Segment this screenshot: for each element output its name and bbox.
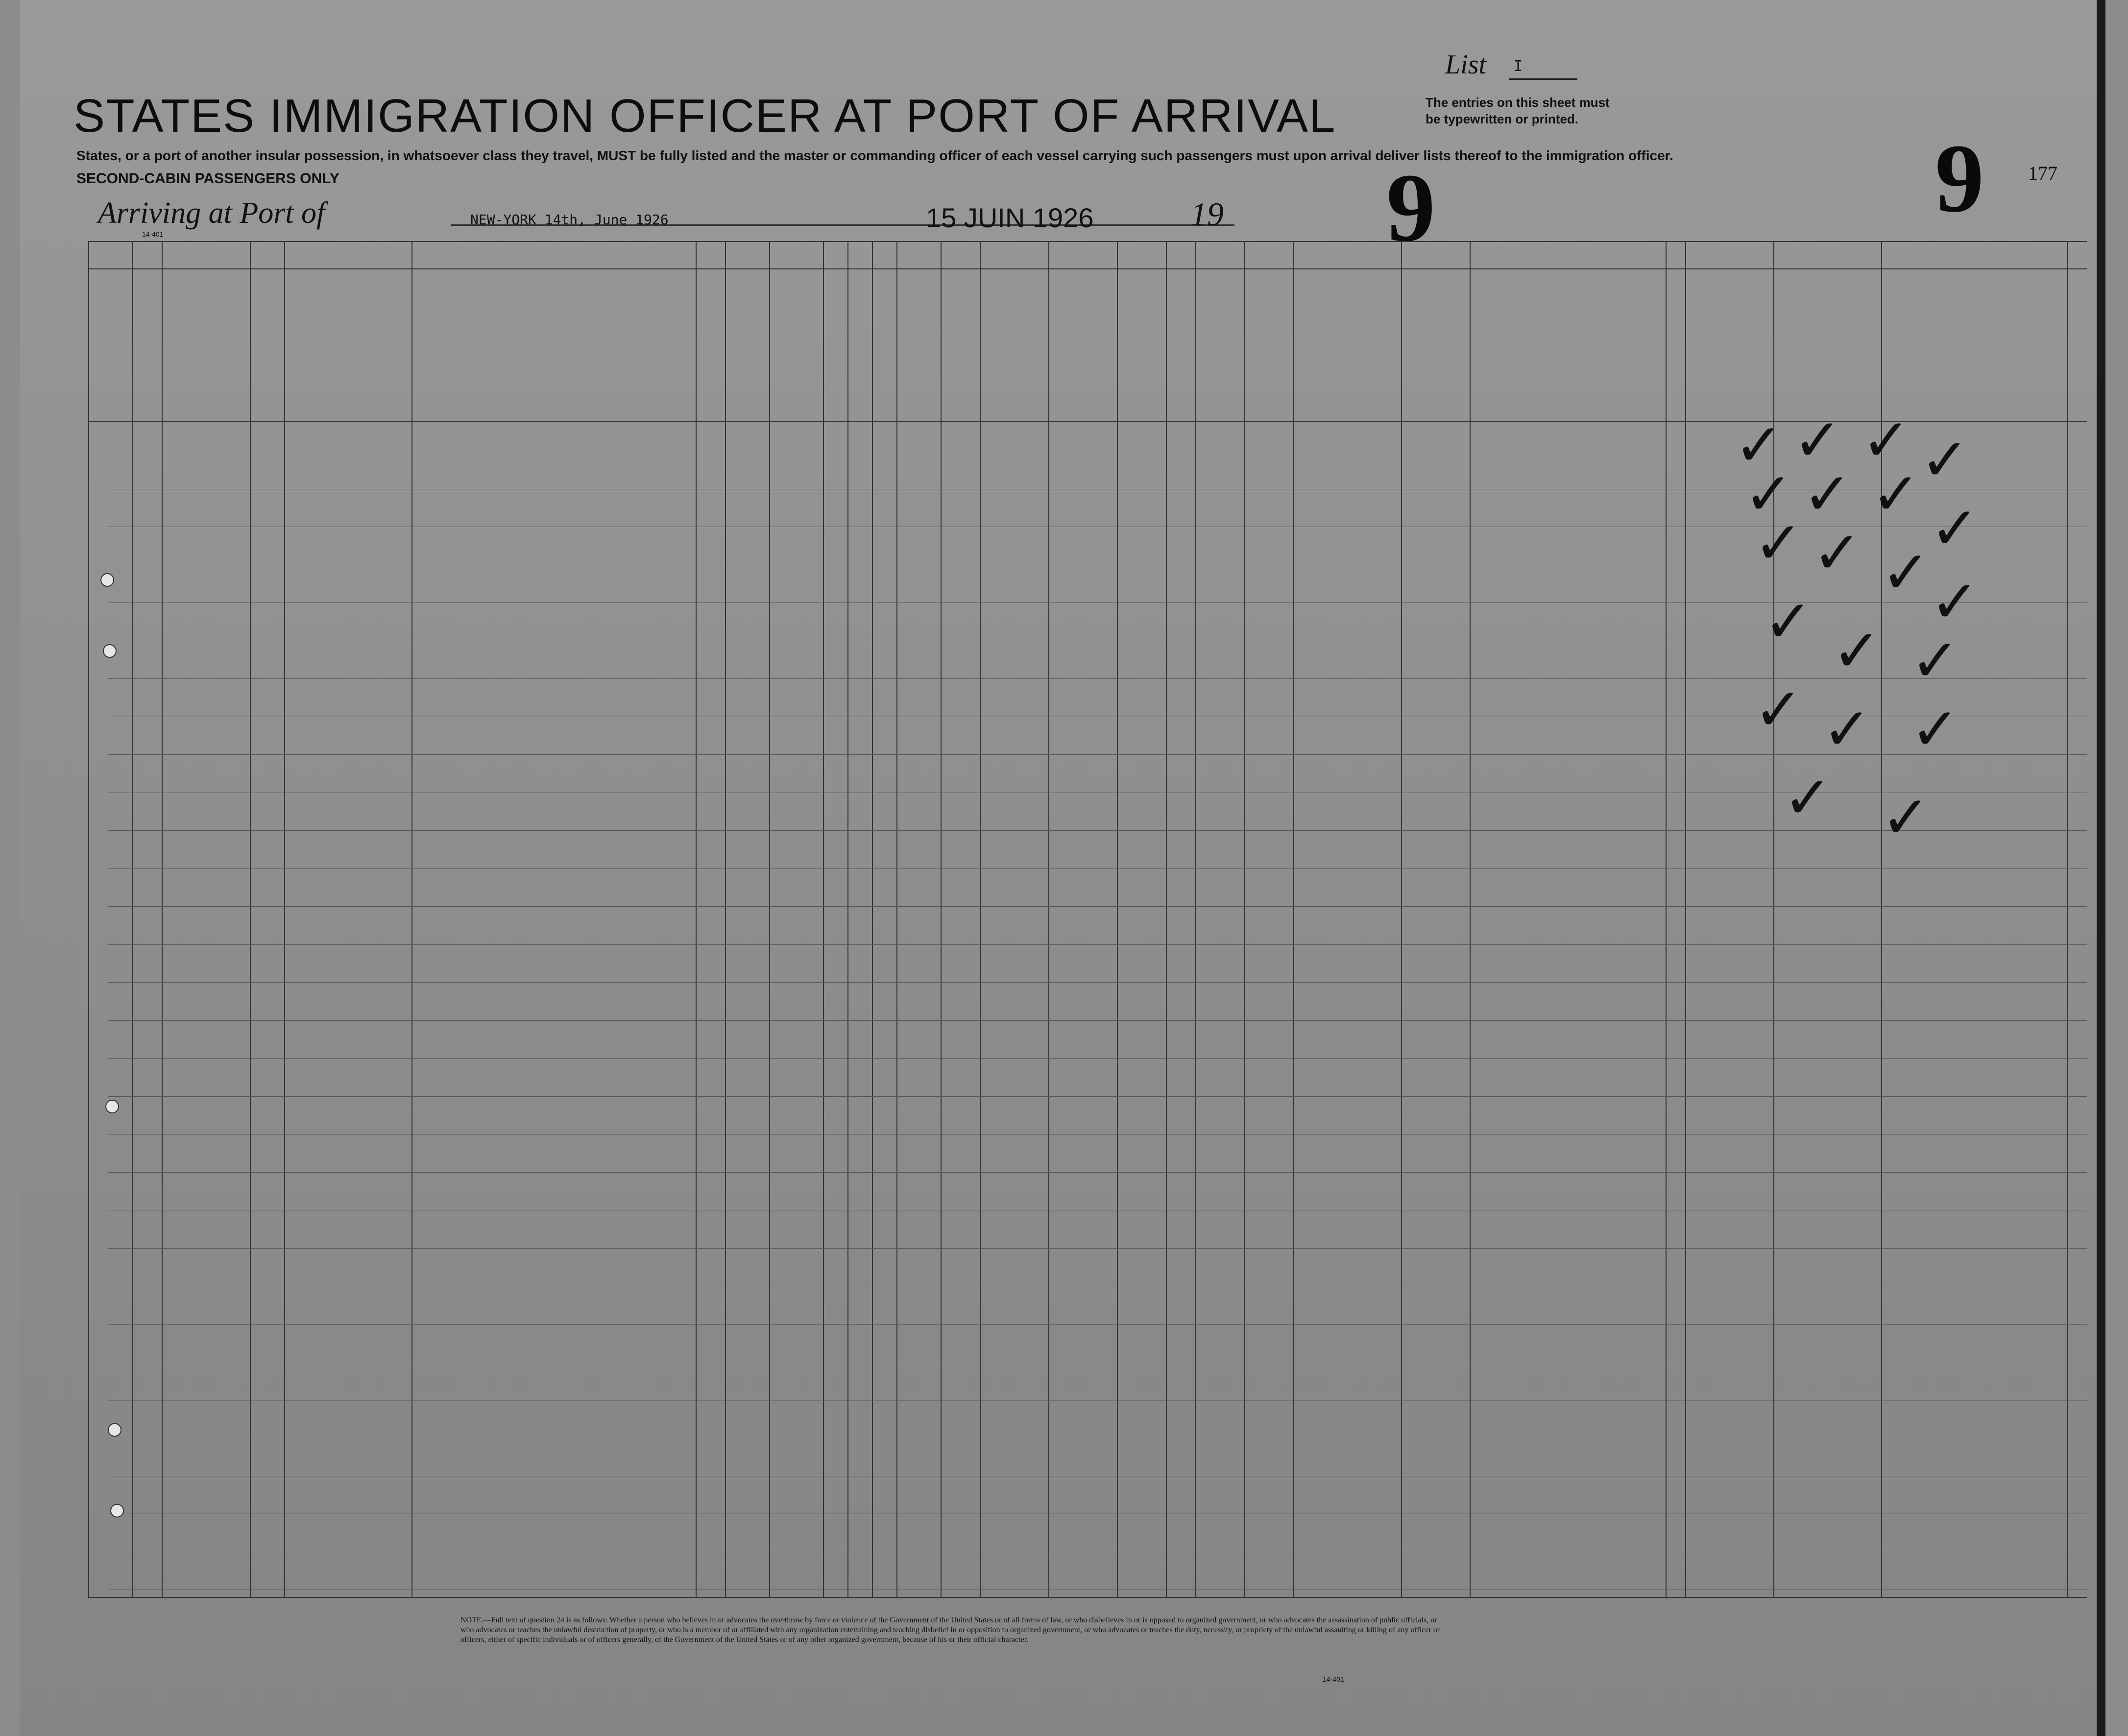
row-rule — [108, 868, 2087, 869]
column-rule — [847, 241, 848, 1597]
check-mark: ✓ — [1803, 460, 1852, 529]
port-typed: NEW-YORK 14th, June 1926 — [470, 212, 669, 228]
column-rule — [980, 241, 981, 1597]
column-rule — [2067, 241, 2068, 1597]
column-rule — [696, 241, 697, 1597]
row-rule — [108, 982, 2087, 983]
typed-note-line1: The entries on this sheet must — [1426, 95, 1610, 110]
sheet-number-handwritten: 9 — [1386, 154, 1435, 262]
header-mid-rule — [88, 268, 2087, 269]
typed-note — [1426, 94, 1610, 127]
page-number-handwritten: 9 — [1935, 124, 1984, 233]
punch-hole — [105, 1100, 119, 1113]
row-rule — [108, 1172, 2087, 1173]
row-rule — [108, 944, 2087, 945]
check-mark: ✓ — [1862, 407, 1911, 475]
check-mark: ✓ — [1930, 568, 1980, 636]
form-code-bottom: 14-401 — [1323, 1675, 1344, 1683]
check-mark: ✓ — [1764, 588, 1813, 656]
check-mark: ✓ — [1920, 426, 1970, 494]
row-rule — [108, 1324, 2087, 1325]
grid-bottom-rule — [88, 1597, 2087, 1598]
row-rule — [108, 1248, 2087, 1249]
punch-hole — [103, 644, 117, 658]
column-rule — [284, 241, 285, 1597]
column-rule — [1401, 241, 1402, 1597]
column-rule — [941, 241, 942, 1597]
arriving-label: Arriving at Port of — [98, 196, 325, 230]
form-subtitle: States, or a port of another insular possession, in whatsoever class they travel, MUST be fully listed and the master or commanding officer of each vessel carrying such passengers must upon arrival deliver lists thereof to the immigration officer. — [76, 148, 1673, 163]
column-rule — [1685, 241, 1686, 1597]
column-rule — [132, 241, 133, 1597]
column-rule — [872, 241, 873, 1597]
column-rule — [1470, 241, 1471, 1597]
column-rule — [1117, 241, 1118, 1597]
column-rule — [769, 241, 770, 1597]
column-rule — [1166, 241, 1167, 1597]
column-rule — [823, 241, 824, 1597]
sheet-number: 177 — [2028, 162, 2057, 184]
column-rule — [88, 241, 89, 1597]
check-mark: ✓ — [1793, 407, 1842, 475]
list-line — [1509, 78, 1577, 80]
column-rule — [1244, 241, 1245, 1597]
check-mark: ✓ — [1754, 509, 1803, 578]
column-rule — [162, 241, 163, 1597]
punch-hole — [100, 573, 114, 587]
check-mark: ✓ — [1783, 764, 1833, 832]
typed-note-line2: be typewritten or printed. — [1426, 112, 1579, 126]
column-rule — [1666, 241, 1667, 1597]
check-mark: ✓ — [1813, 519, 1862, 587]
check-mark: ✓ — [1881, 539, 1931, 607]
manifest-sheet — [20, 0, 2105, 1736]
check-mark: ✓ — [1744, 460, 1793, 529]
question-24-note: NOTE.—Full text of question 24 is as follows: Whether a person who believes in or advocates the overthrow by force or violence of the Government of the United States or of all forms of law, or who disbelieves in or is opposed to organized government, or who advocates the assassination of public officials, or who advocates or teaches the unlawful destruction of property, or who is a member of or affiliated with any organization entertaining and teaching disbelief in or opposition to organized government, or who advocates or teaches the duty, necessity, or propriety of the unlawful assaulting or killing of any officer or officers, either of specific individuals or of officers generally, of the Government of the United States or of any other organized government, because of his or their official character. — [460, 1616, 1440, 1644]
check-mark: ✓ — [1910, 627, 1960, 695]
form-subtitle-2: SECOND-CABIN PASSENGERS ONLY — [76, 170, 339, 187]
column-rule — [725, 241, 726, 1597]
check-mark: ✓ — [1822, 696, 1872, 764]
list-label: List — [1445, 49, 1487, 80]
column-rule — [1293, 241, 1294, 1597]
check-mark: ✓ — [1930, 495, 1980, 563]
header-top-rule — [88, 241, 2087, 242]
check-mark: ✓ — [1881, 784, 1931, 852]
column-rule — [896, 241, 897, 1597]
row-rule — [108, 1096, 2087, 1097]
row-rule — [108, 1058, 2087, 1059]
row-rule — [108, 1020, 2087, 1021]
column-rule — [1195, 241, 1196, 1597]
form-title: STATES IMMIGRATION OFFICER AT PORT OF ARRIVAL — [73, 90, 1336, 142]
column-rule — [411, 241, 412, 1597]
check-mark: ✓ — [1871, 460, 1921, 529]
column-rule — [250, 241, 251, 1597]
form-code-top: 14-401 — [142, 230, 164, 238]
header-bottom-rule — [88, 421, 2087, 422]
check-mark: ✓ — [1832, 617, 1882, 685]
check-mark: ✓ — [1754, 676, 1803, 744]
row-rule — [108, 754, 2087, 755]
year-prefix: 19 — [1190, 195, 1224, 233]
punch-hole — [110, 1504, 124, 1518]
check-mark: ✓ — [1734, 411, 1784, 480]
list-value: I — [1514, 58, 1523, 75]
row-rule — [108, 906, 2087, 907]
check-mark: ✓ — [1910, 696, 1960, 764]
arrival-stamp-date: 15 JUIN 1926 — [926, 202, 1094, 233]
column-rule — [1048, 241, 1049, 1597]
punch-hole — [108, 1423, 121, 1437]
